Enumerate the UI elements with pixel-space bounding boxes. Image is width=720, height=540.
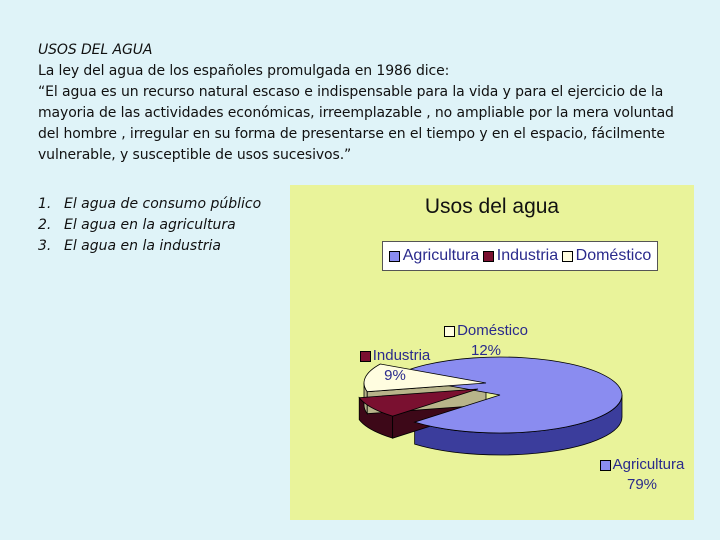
list-number: 3. <box>38 238 52 254</box>
intro-text: La ley del agua de los españoles promulgada en 1986 dice: <box>38 63 450 79</box>
list-number: 2. <box>38 217 52 233</box>
list-text: El agua en la industria <box>64 238 221 254</box>
slice-label-agricultura <box>592 455 692 495</box>
list-item <box>38 194 261 215</box>
slice-label-domestico <box>436 321 536 361</box>
legend-swatch <box>562 251 573 262</box>
legend-swatch <box>483 251 494 262</box>
water-uses-list <box>38 194 261 257</box>
quote-text: “El agua es un recurso natural escaso e indispensable para la vida y para el ejercicio de la mayoria de las actividades económicas, irreemplazable , no ampliable por la mera voluntad del hombre , irregular en su forma de presentarse en el tiempo y en el espacio, fácilmente vulnerable, y susceptible de usos sucesivos.” <box>38 84 674 163</box>
list-item <box>38 236 261 257</box>
list-text: El agua de consumo público <box>64 196 262 212</box>
legend-label: Agricultura <box>402 247 480 264</box>
label-value: 12% <box>470 342 502 359</box>
legend-item <box>562 247 652 265</box>
label-category: Industria <box>372 347 431 364</box>
slice-label-industria <box>350 346 440 386</box>
chart-legend <box>382 241 658 271</box>
page-title: USOS DEL AGUA <box>38 42 153 58</box>
legend-item <box>483 247 558 265</box>
label-value: 79% <box>626 476 658 493</box>
label-value: 9% <box>384 367 406 384</box>
legend-label: Industria <box>496 247 559 264</box>
chart-panel <box>290 185 694 520</box>
label-swatch <box>600 460 611 471</box>
label-swatch <box>444 326 455 337</box>
label-category: Doméstico <box>457 322 528 339</box>
label-swatch <box>360 351 371 362</box>
text-block <box>38 40 698 166</box>
list-item <box>38 215 261 236</box>
legend-label: Doméstico <box>575 247 652 264</box>
list-number: 1. <box>38 196 52 212</box>
label-category: Agricultura <box>612 456 685 473</box>
legend-item <box>389 247 479 265</box>
legend-swatch <box>389 251 400 262</box>
list-text: El agua en la agricultura <box>64 217 236 233</box>
chart-title: Usos del agua <box>424 195 560 218</box>
